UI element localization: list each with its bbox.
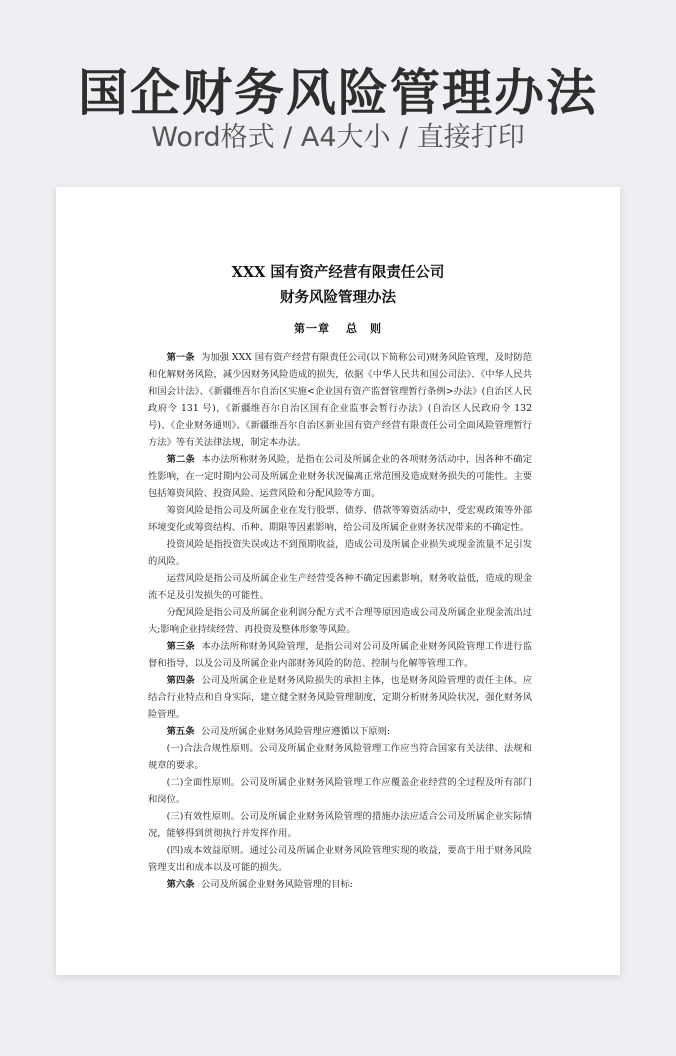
paragraph xyxy=(148,502,532,536)
article-paragraph xyxy=(148,349,532,451)
article-paragraph xyxy=(148,876,532,893)
paragraph-text: 为加强 XXX 国有资产经营有限责任公司(以下简称公司)财务风险管理，及时防范和化解财务风险，减少因财务风险造成的损失，依据《中华人民共和国公司法》、《中华人民共和国会计法》、《新疆维吾尔自治区实施<企业国有资产监督管理暂行条例>办法》(自治区人民政府令 131 号)，《新疆维吾尔自治区国有企业监事会暂行办法》(自治区人民政府令 132 号)、《企业财务通则》、《新疆维吾尔自治区新业国有资产经营有限责任公司全面风险管理暂行方法》等有关法律法规，制定本办法。 xyxy=(148,352,532,448)
paragraph xyxy=(148,570,532,604)
paragraph-text: 运营风险是指公司及所属企业生产经营受各种不确定因素影响，财务收益低，造成的现金流不足及引发损失的可能性。 xyxy=(148,573,532,601)
paragraph-text: (一)合法合规性原则。公司及所属企业财务风险管理工作应当符合国家有关法律、法规和规章的要求。 xyxy=(148,743,532,771)
paragraph-text: (二)全面性原则。公司及所属企业财务风险管理工作应覆盖企业经营的全过程及所有部门和岗位。 xyxy=(148,777,532,805)
document-body xyxy=(148,349,532,893)
paragraph-text: 公司及所属企业财务风险管理应遵循以下原则: xyxy=(201,726,391,737)
paragraph-text: (三)有效性原则。公司及所属企业财务风险管理的措施办法应适合公司及所属企业实际情况，能够得到贯彻执行并发挥作用。 xyxy=(148,811,532,839)
paragraph xyxy=(148,842,532,876)
banner-subtitle: Word格式 / A4大小 / 直接打印 xyxy=(151,122,525,153)
chapter-heading xyxy=(56,321,620,337)
article-label: 第三条 xyxy=(166,641,195,652)
article-paragraph xyxy=(148,451,532,502)
document-title-line1: XXX 国有资产经营有限责任公司 xyxy=(231,264,445,281)
article-label: 第六条 xyxy=(166,879,195,890)
article-label: 第二条 xyxy=(166,454,195,465)
article-paragraph xyxy=(148,672,532,723)
article-paragraph xyxy=(148,638,532,672)
paragraph xyxy=(148,808,532,842)
chapter-label: 第一章 xyxy=(294,322,330,335)
document-page xyxy=(56,187,620,975)
article-label: 第四条 xyxy=(166,675,195,686)
paragraph-text: 筹资风险是指公司及所属企业在发行股票、债券、借款等筹资活动中，受宏观政策等外部环境变化或筹资结构、币种、期限等因素影响，给公司及所属企业财务状况带来的不确定性。 xyxy=(148,505,532,533)
article-label: 第一条 xyxy=(166,352,195,363)
paragraph-text: (四)成本效益原则。通过公司及所属企业财务风险管理实现的收益，要高于用于财务风险管理支出和成本以及可能的损失。 xyxy=(148,845,532,873)
paragraph-text: 投资风险是指投资失误或达不到预期收益，造成公司及所属企业损失或现金流量不足引发的风险。 xyxy=(148,539,532,567)
paragraph xyxy=(148,774,532,808)
banner-title: 国企财务风险管理办法 xyxy=(78,64,598,122)
chapter-name: 总 则 xyxy=(346,322,382,335)
paragraph-text: 本办法所称财务风险，是指在公司及所属企业的各项财务活动中，因各种不确定性影响，在一定时期内公司及所属企业财务状况偏离正常范围及造成财务损失的可能性。主要包括筹资风险、投资风险、运营风险和分配风险等方面。 xyxy=(148,454,532,499)
document-title-line2: 财务风险管理办法 xyxy=(280,289,396,306)
paragraph-text: 分配风险是指公司及所属企业利润分配方式不合理等原因造成公司及所属企业现金流出过大;影响企业持续经营、再投资及整体形象等风险。 xyxy=(148,607,532,635)
paragraph xyxy=(148,740,532,774)
paragraph-text: 本办法所称财务风险管理，是指公司对公司及所属企业财务风险管理工作进行监督和指导，以及公司及所属企业内部财务风险的防范、控制与化解等管理工作。 xyxy=(148,641,532,669)
paragraph xyxy=(148,604,532,638)
paragraph xyxy=(148,536,532,570)
article-paragraph xyxy=(148,723,532,740)
paragraph-text: 公司及所属企业财务风险管理的目标: xyxy=(201,879,353,890)
paragraph-text: 公司及所属企业是财务风险损失的承担主体，也是财务风险管理的责任主体。应结合行业特点和自身实际，建立健全财务风险管理制度，定期分析财务风险状况，强化财务风险管理。 xyxy=(148,675,532,720)
article-label: 第五条 xyxy=(166,726,195,737)
